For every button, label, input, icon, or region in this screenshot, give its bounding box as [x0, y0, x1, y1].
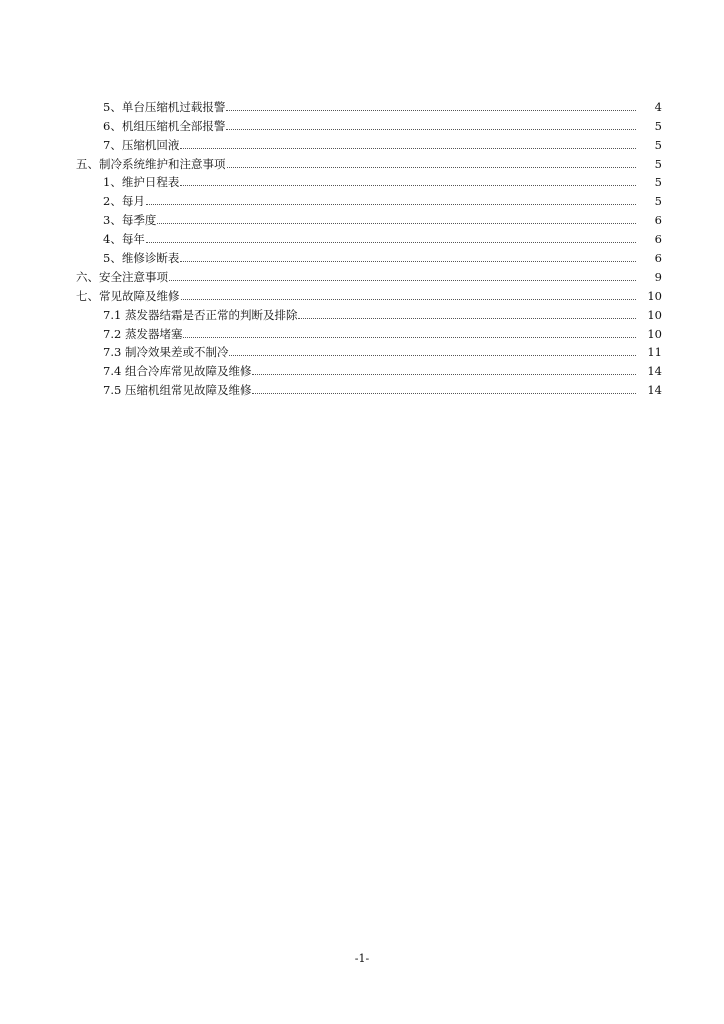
toc-leader-dots — [157, 222, 636, 224]
toc-entry-label: 4、每年 — [103, 232, 145, 247]
toc-leader-dots — [183, 336, 636, 338]
toc-entry[interactable] — [76, 303, 662, 322]
toc-entry-page: 5 — [654, 137, 662, 152]
toc-leader-dots — [229, 354, 636, 356]
toc-entry[interactable] — [76, 246, 662, 265]
toc-entry-label: 7.2 蒸发器堵塞 — [103, 326, 183, 341]
toc-leader-dots — [227, 166, 637, 168]
toc-leader-dots — [226, 109, 636, 111]
toc-entry-label: 六、安全注意事项 — [76, 269, 168, 284]
toc-section-entry[interactable] — [76, 265, 662, 284]
toc-entry-label: 1、维护日程表 — [103, 175, 180, 190]
toc-entry-page: 14 — [647, 383, 662, 398]
toc-entry-label: 7.4 组合冷库常见故障及维修 — [103, 364, 252, 379]
toc-leader-dots — [298, 317, 636, 319]
toc-entry-page: 14 — [647, 364, 662, 379]
toc-entry-page: 10 — [647, 326, 662, 341]
toc-entry[interactable] — [76, 341, 662, 360]
toc-section-entry[interactable] — [76, 152, 662, 171]
toc-leader-dots — [180, 184, 636, 186]
toc-entry-page: 5 — [654, 194, 662, 209]
toc-entry[interactable] — [76, 227, 662, 246]
toc-entry-page: 6 — [654, 213, 662, 228]
toc-entry-page: 10 — [647, 307, 662, 322]
toc-entry[interactable] — [76, 133, 662, 152]
toc-entry-page: 9 — [654, 269, 662, 284]
toc-leader-dots — [252, 392, 636, 394]
toc-entry-page: 5 — [654, 156, 662, 171]
table-of-contents — [76, 95, 662, 397]
toc-leader-dots — [146, 241, 636, 243]
toc-entry-label: 7.1 蒸发器结霜是否正常的判断及排除 — [103, 307, 298, 322]
toc-entry-page: 10 — [647, 288, 662, 303]
toc-leader-dots — [169, 279, 636, 281]
toc-entry-page: 5 — [654, 118, 662, 133]
toc-leader-dots — [226, 128, 636, 130]
toc-entry[interactable] — [76, 95, 662, 114]
toc-entry-page: 6 — [654, 251, 662, 266]
page-number: -1- — [354, 952, 370, 965]
toc-entry-label: 2、每月 — [103, 194, 145, 209]
toc-entry-label: 3、每季度 — [103, 213, 157, 228]
toc-entry-label: 5、单台压缩机过载报警 — [103, 99, 226, 114]
toc-entry-label: 7.5 压缩机组常见故障及维修 — [103, 383, 252, 398]
toc-entry[interactable] — [76, 378, 662, 397]
toc-entry-page: 11 — [647, 345, 662, 360]
toc-section-entry[interactable] — [76, 284, 662, 303]
toc-entry-label: 5、维修诊断表 — [103, 251, 180, 266]
toc-entry-label: 7、压缩机回液 — [103, 137, 180, 152]
toc-leader-dots — [252, 373, 636, 375]
toc-entry[interactable] — [76, 114, 662, 133]
toc-entry[interactable] — [76, 359, 662, 378]
toc-entry-page: 4 — [654, 99, 662, 114]
toc-entry-label: 6、机组压缩机全部报警 — [103, 118, 226, 133]
toc-entry-label: 7.3 制冷效果差或不制冷 — [103, 345, 229, 360]
toc-entry[interactable] — [76, 189, 662, 208]
toc-entry-page: 6 — [654, 232, 662, 247]
toc-entry[interactable] — [76, 171, 662, 190]
toc-entry-page: 5 — [654, 175, 662, 190]
toc-entry[interactable] — [76, 208, 662, 227]
toc-leader-dots — [146, 203, 636, 205]
toc-leader-dots — [181, 298, 637, 300]
toc-leader-dots — [180, 147, 636, 149]
toc-entry[interactable] — [76, 322, 662, 341]
toc-leader-dots — [180, 260, 636, 262]
toc-entry-label: 七、常见故障及维修 — [76, 288, 180, 303]
toc-entry-label: 五、制冷系统维护和注意事项 — [76, 156, 226, 171]
